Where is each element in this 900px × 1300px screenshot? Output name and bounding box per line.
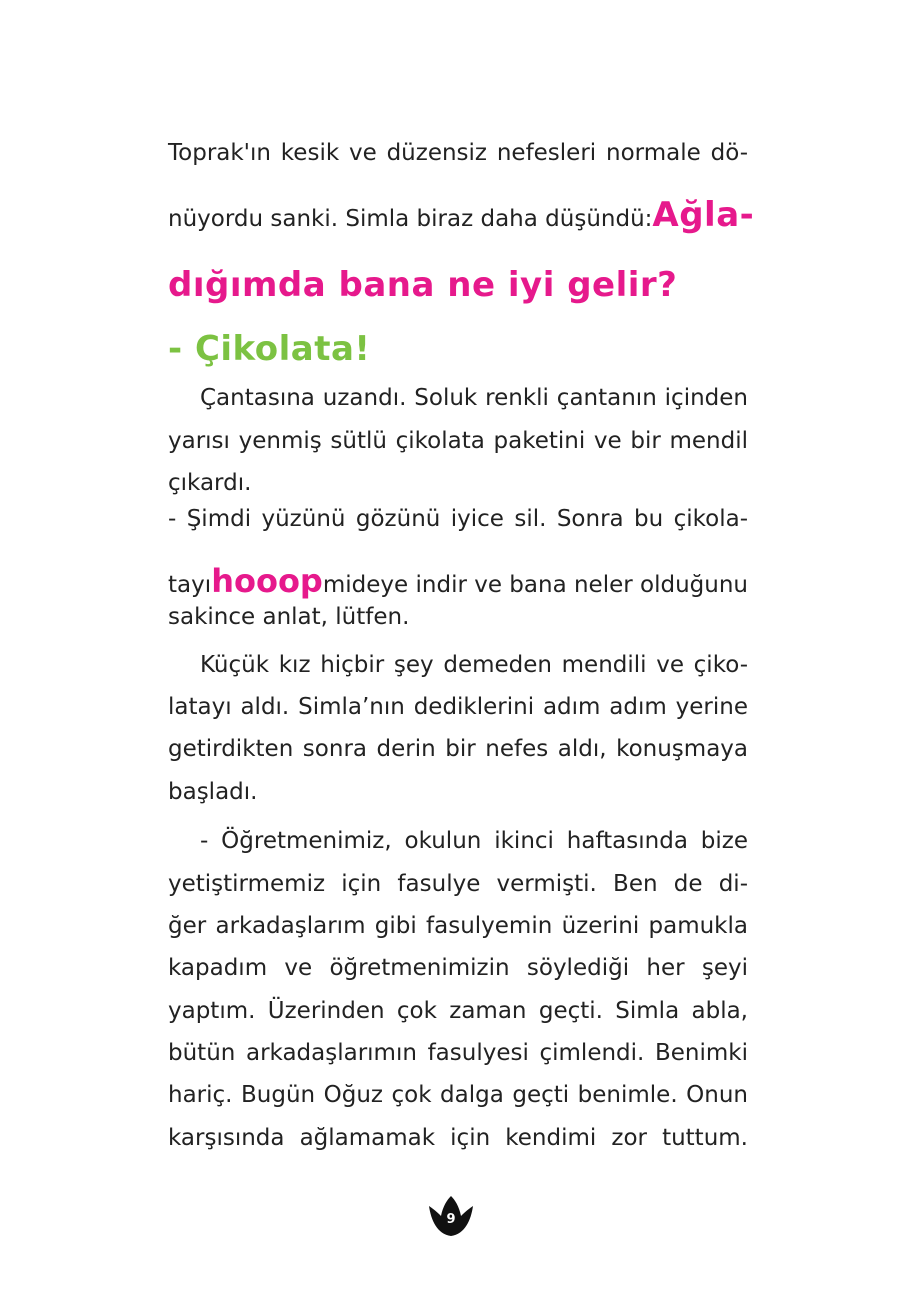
text-line-14: getirdikten sonra derin bir nefes aldı, konuşmaya bbox=[168, 736, 748, 762]
text-line-6: Çantasına uzandı. Soluk renkli çantanın içinden bbox=[200, 385, 748, 411]
page-number-badge bbox=[421, 1192, 481, 1242]
text-line-23: karşısında ağlamamak için kendimi zor tuttum. bbox=[168, 1125, 748, 1151]
text-line-22: hariç. Bugün Oğuz çok dalga geçti benimle. Onun bbox=[168, 1082, 748, 1108]
text-line-20: yaptım. Üzerinden çok zaman geçti. Simla abla, bbox=[168, 998, 748, 1024]
highlight-cikolata: - Çikolata! bbox=[168, 329, 371, 369]
text-line-15: başladı. bbox=[168, 779, 258, 805]
highlight-question: dığımda bana ne iyi gelir? bbox=[168, 265, 678, 305]
text-line-16: - Öğretmenimiz, okulun ikinci haftasında bize bbox=[200, 828, 748, 854]
highlight-agla: Ağla- bbox=[652, 195, 755, 235]
page-number: 9 bbox=[446, 1212, 456, 1227]
text-line-8: çıkardı. bbox=[168, 470, 252, 496]
text-line-17: yetiştirmemiz için fasulye vermişti. Ben de di- bbox=[168, 871, 748, 897]
text-line-21: bütün arkadaşlarımın fasulyesi çimlendi. Benimki bbox=[168, 1040, 748, 1066]
text-line-11: sakince anlat, lütfen. bbox=[168, 604, 410, 630]
text-line-10 bbox=[168, 562, 748, 600]
text-line-19: kapadım ve öğretmenimizin söylediği her şeyi bbox=[168, 955, 748, 981]
text-line-7: yarısı yenmiş sütlü çikolata paketini ve bir mendil bbox=[168, 428, 748, 454]
text-line-13: latayı aldı. Simla’nın dediklerini adım adım yerine bbox=[168, 694, 748, 720]
text-line-9: - Şimdi yüzünü gözünü iyice sil. Sonra bu çikola- bbox=[168, 506, 748, 532]
text-line-2-plain: nüyordu sanki. Simla biraz daha düşündü: bbox=[168, 206, 653, 232]
text-line-12: Küçük kız hiçbir şey demeden mendili ve çiko- bbox=[200, 652, 748, 678]
text-line-18: ğer arkadaşlarım gibi fasulyemin üzerini pamukla bbox=[168, 913, 748, 939]
highlight-hooop: hooop bbox=[211, 562, 323, 600]
text-line-1: Toprak'ın kesik ve düzensiz nefesleri normale dö- bbox=[168, 140, 748, 166]
text-line-10-end: mideye indir ve bana neler olduğunu bbox=[322, 572, 748, 598]
text-line-2 bbox=[168, 195, 755, 235]
text-line-10-start: tayı bbox=[168, 572, 212, 598]
